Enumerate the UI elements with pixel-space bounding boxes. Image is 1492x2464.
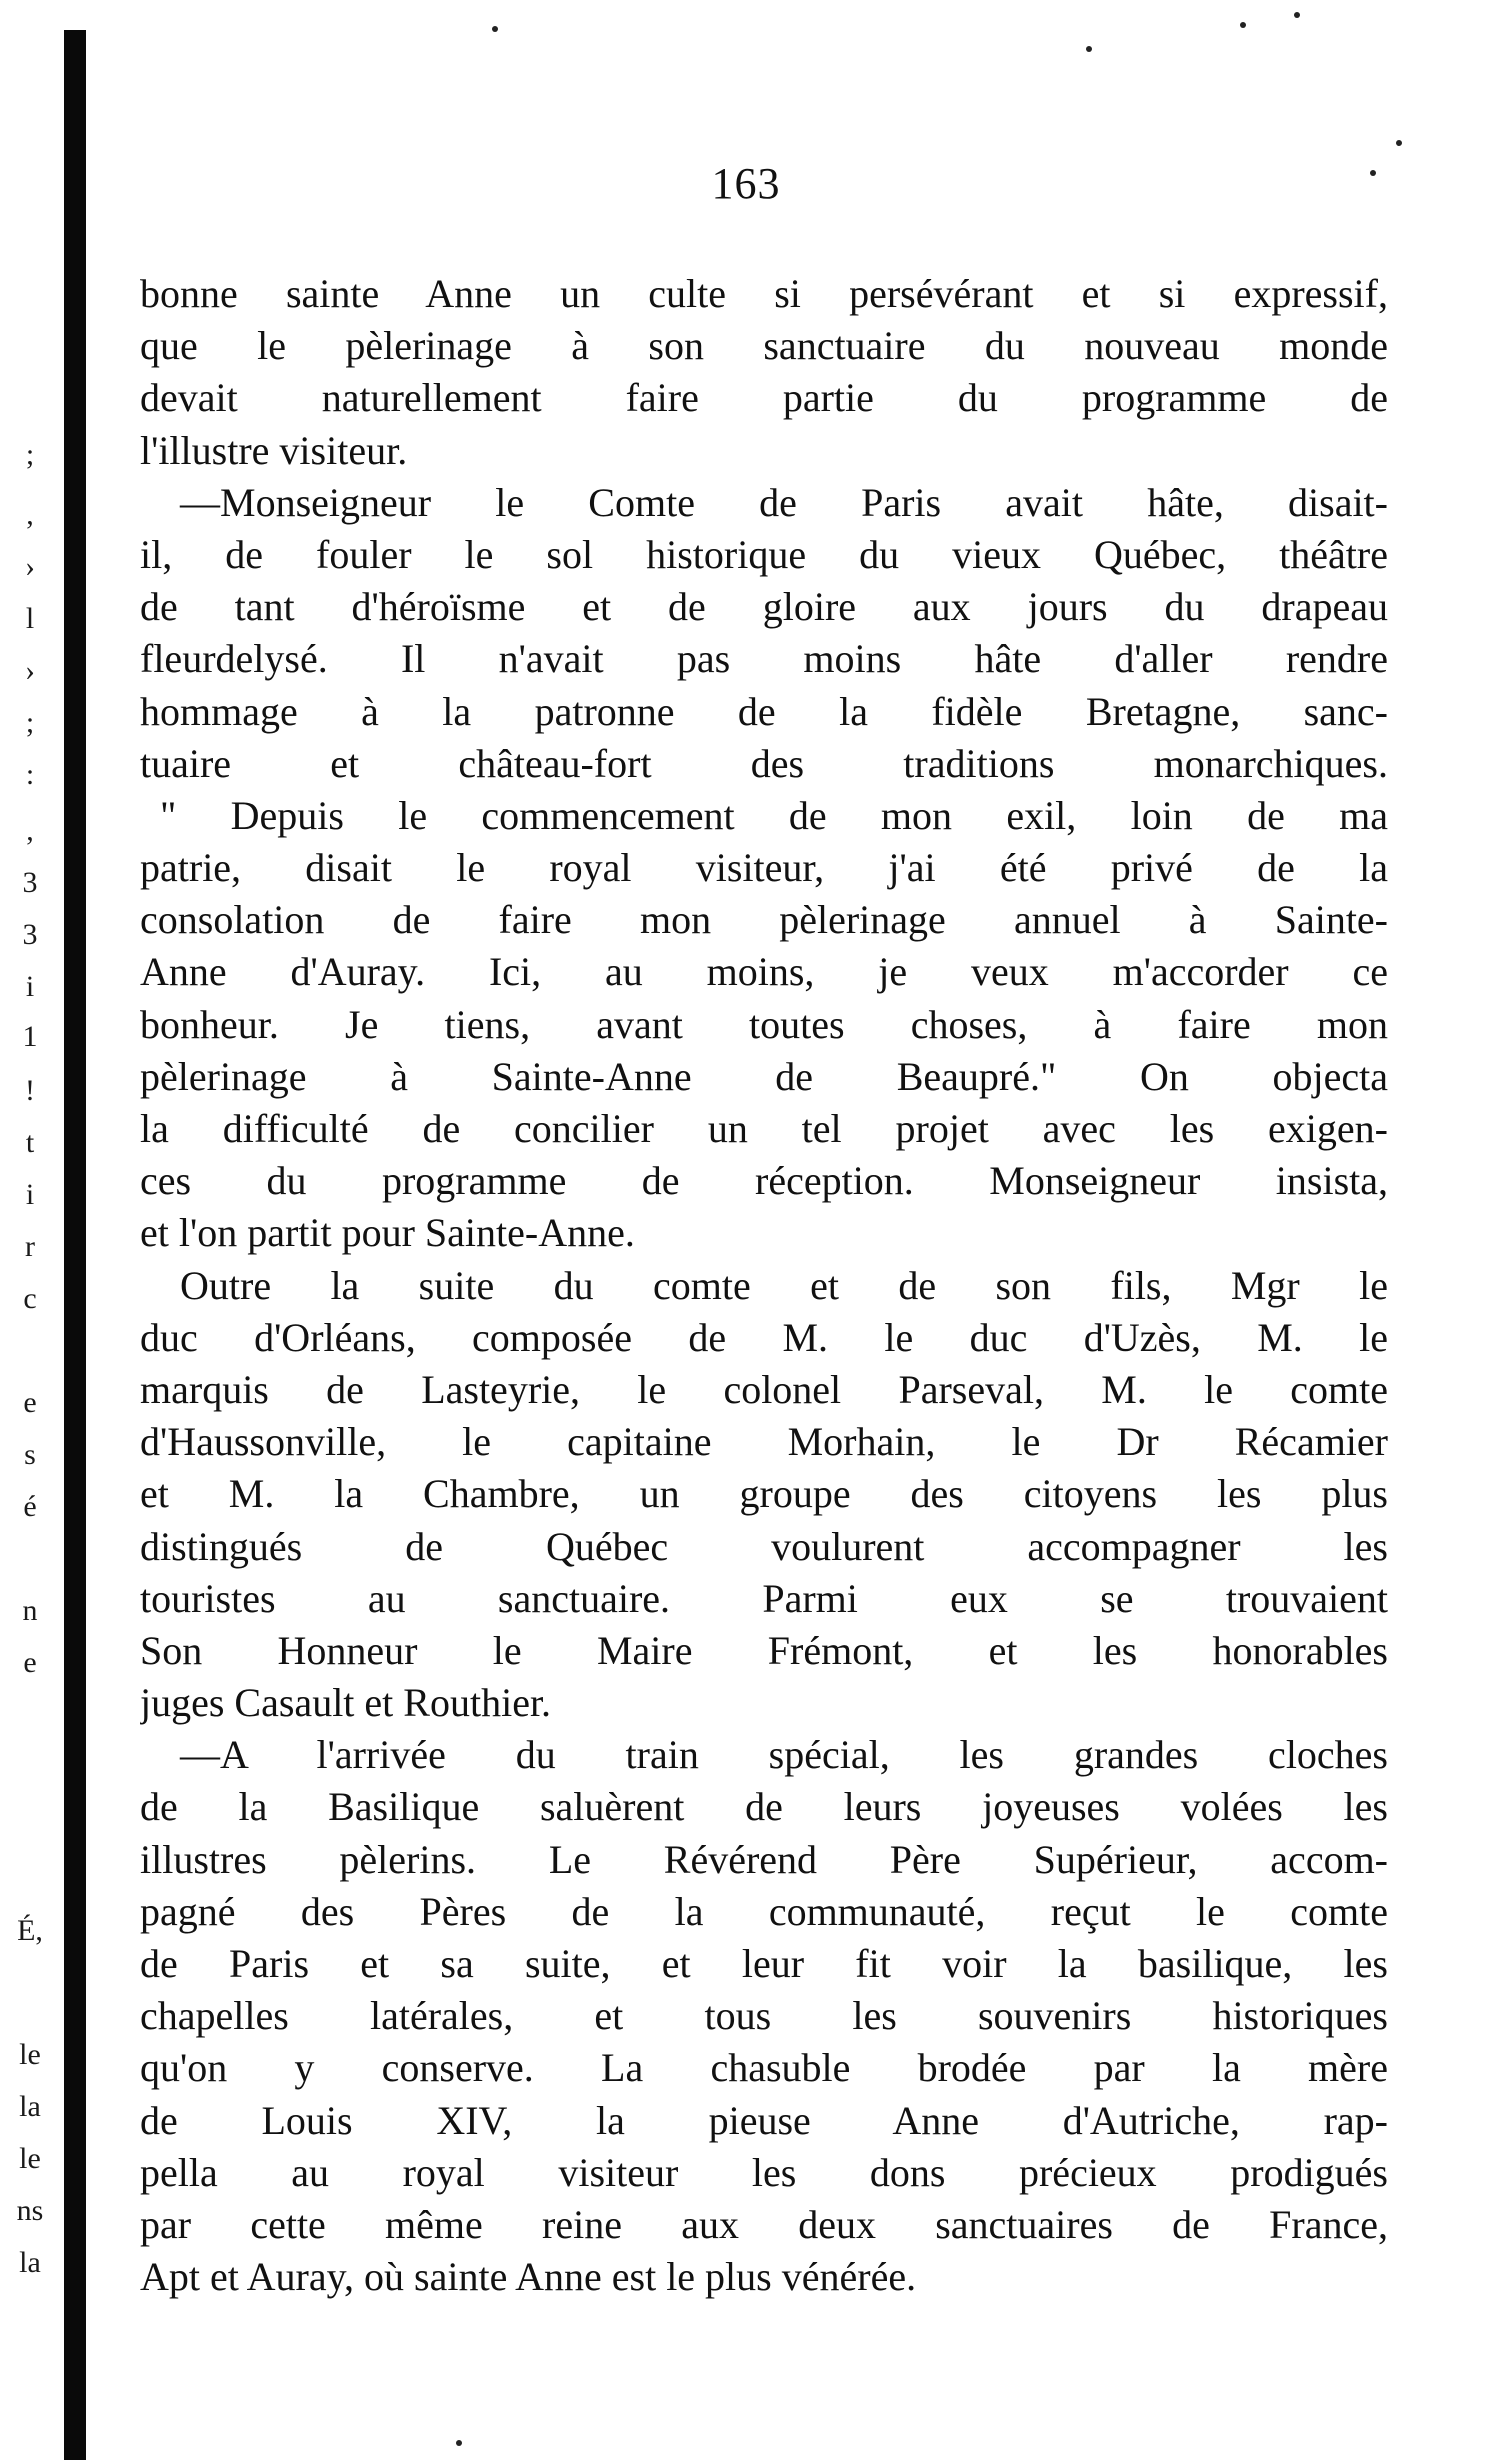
margin-fragment: la bbox=[19, 2246, 41, 2279]
margin-fragment: t bbox=[25, 1126, 35, 1159]
text-line: qu'on y conserve. La chasuble brodée par la mère bbox=[140, 2045, 1388, 2091]
binding-gutter bbox=[64, 30, 86, 2460]
margin-fragment: 1 bbox=[22, 1020, 38, 1053]
margin-fragment: ns bbox=[16, 2194, 44, 2227]
margin-fragment: le bbox=[19, 2142, 41, 2175]
text-line: touristes au sanctuaire. Parmi eux se trouvaient bbox=[140, 1575, 1388, 1621]
margin-fragment: l bbox=[25, 602, 35, 635]
text-line: de Paris et sa suite, et leur fit voir la basilique, les bbox=[140, 1941, 1388, 1986]
margin-fragment: n bbox=[22, 1594, 38, 1627]
margin-fragment: c bbox=[23, 1282, 37, 1315]
scan-speck bbox=[1086, 46, 1092, 52]
text-line: pella au royal visiteur les dons précieux prodigués bbox=[140, 2149, 1388, 2195]
margin-fragment: 3 bbox=[22, 918, 38, 951]
scan-speck bbox=[1240, 22, 1246, 28]
text-line: de la Basilique saluèrent de leurs joyeuses volées les bbox=[140, 1784, 1388, 1830]
text-line: de tant d'héroïsme et de gloire aux jours du drapeau bbox=[140, 584, 1388, 630]
text-line: duc d'Orléans, composée de M. le duc d'Uzès, M. le bbox=[140, 1314, 1388, 1360]
text-line: il, de fouler le sol historique du vieux Québec, théâtre bbox=[140, 531, 1388, 577]
text-line: consolation de faire mon pèlerinage annuel à Sainte- bbox=[140, 897, 1388, 943]
text-line: chapelles latérales, et tous les souvenirs historiques bbox=[140, 1993, 1388, 2039]
text-line: bonne sainte Anne un culte si persévérant et si expressif, bbox=[140, 271, 1388, 316]
text-line: tuaire et château-fort des traditions monarchiques. bbox=[140, 740, 1388, 786]
text-line: —Monseigneur le Comte de Paris avait hâte, disait- bbox=[180, 479, 1388, 525]
margin-fragment: ; bbox=[25, 438, 35, 471]
scan-speck bbox=[492, 26, 498, 32]
margin-fragment: la bbox=[19, 2090, 41, 2123]
text-line: Apt et Auray, où sainte Anne est le plus vénérée. bbox=[140, 2254, 917, 2300]
margin-fragment: e bbox=[23, 1646, 37, 1679]
text-line: distingués de Québec voulurent accompagner les bbox=[140, 1523, 1388, 1569]
scan-speck bbox=[1294, 12, 1300, 18]
margin-fragment: i bbox=[25, 1178, 35, 1211]
text-line: bonheur. Je tiens, avant toutes choses, à faire mon bbox=[140, 1001, 1388, 1047]
margin-fragment: É, bbox=[17, 1914, 43, 1947]
margin-fragment: ! bbox=[25, 1074, 35, 1107]
text-line: d'Haussonville, le capitaine Morhain, le Dr Récamier bbox=[140, 1419, 1388, 1465]
margin-fragment: é bbox=[23, 1490, 37, 1523]
scan-speck bbox=[1396, 140, 1402, 146]
text-line: patrie, disait le royal visiteur, j'ai été privé de la bbox=[140, 845, 1388, 891]
margin-fragment: , bbox=[26, 814, 34, 847]
text-line: Son Honneur le Maire Frémont, et les honorables bbox=[140, 1627, 1388, 1673]
margin-fragment: le bbox=[19, 2038, 41, 2071]
text-line: marquis de Lasteyrie, le colonel Parseval, M. le comte bbox=[140, 1366, 1388, 1412]
text-line: et M. la Chambre, un groupe des citoyens les plus bbox=[140, 1471, 1388, 1517]
margin-fragment: r bbox=[25, 1230, 35, 1263]
text-line: et l'on partit pour Sainte-Anne. bbox=[140, 1210, 635, 1256]
text-line: pagné des Pères de la communauté, reçut le comte bbox=[140, 1888, 1388, 1934]
text-line: illustres pèlerins. Le Révérend Père Supérieur, accom- bbox=[140, 1836, 1388, 1882]
margin-fragment: › bbox=[25, 550, 35, 583]
text-line: de Louis XIV, la pieuse Anne d'Autriche, rap- bbox=[140, 2097, 1388, 2143]
text-line: Anne d'Auray. Ici, au moins, je veux m'accorder ce bbox=[140, 949, 1388, 995]
text-line: l'illustre visiteur. bbox=[140, 427, 408, 473]
scan-speck bbox=[456, 2440, 462, 2446]
margin-fragment: › bbox=[25, 654, 35, 687]
text-line: hommage à la patronne de la fidèle Bretagne, sanc- bbox=[140, 688, 1388, 734]
text-line: " Depuis le commencement de mon exil, loin de ma bbox=[160, 792, 1388, 838]
margin-fragment: i bbox=[25, 970, 35, 1003]
margin-fragment: s bbox=[24, 1438, 36, 1471]
text-line: fleurdelysé. Il n'avait pas moins hâte d'aller rendre bbox=[140, 636, 1388, 682]
margin-fragment: : bbox=[25, 758, 35, 791]
facing-page-fragments bbox=[0, 0, 60, 2464]
margin-fragment: e bbox=[23, 1386, 37, 1419]
text-line: la difficulté de concilier un tel projet avec les exigen- bbox=[140, 1106, 1388, 1151]
margin-fragment: , bbox=[26, 498, 34, 531]
text-line: juges Casault et Routhier. bbox=[140, 1680, 552, 1726]
body-text bbox=[140, 268, 1388, 2303]
margin-fragment: ; bbox=[25, 706, 35, 739]
text-line: —A l'arrivée du train spécial, les grandes cloches bbox=[180, 1732, 1388, 1778]
text-line: que le pèlerinage à son sanctuaire du nouveau monde bbox=[140, 323, 1388, 369]
text-line: devait naturellement faire partie du programme de bbox=[140, 375, 1388, 421]
text-line: pèlerinage à Sainte-Anne de Beaupré." On objecta bbox=[140, 1053, 1388, 1099]
text-line: Outre la suite du comte et de son fils, Mgr le bbox=[180, 1262, 1388, 1308]
page-number: 163 bbox=[711, 159, 781, 208]
text-line: ces du programme de réception. Monseigneur insista, bbox=[140, 1158, 1388, 1204]
margin-fragment: 3 bbox=[22, 866, 38, 899]
text-line: par cette même reine aux deux sanctuaires de France, bbox=[140, 2201, 1388, 2247]
